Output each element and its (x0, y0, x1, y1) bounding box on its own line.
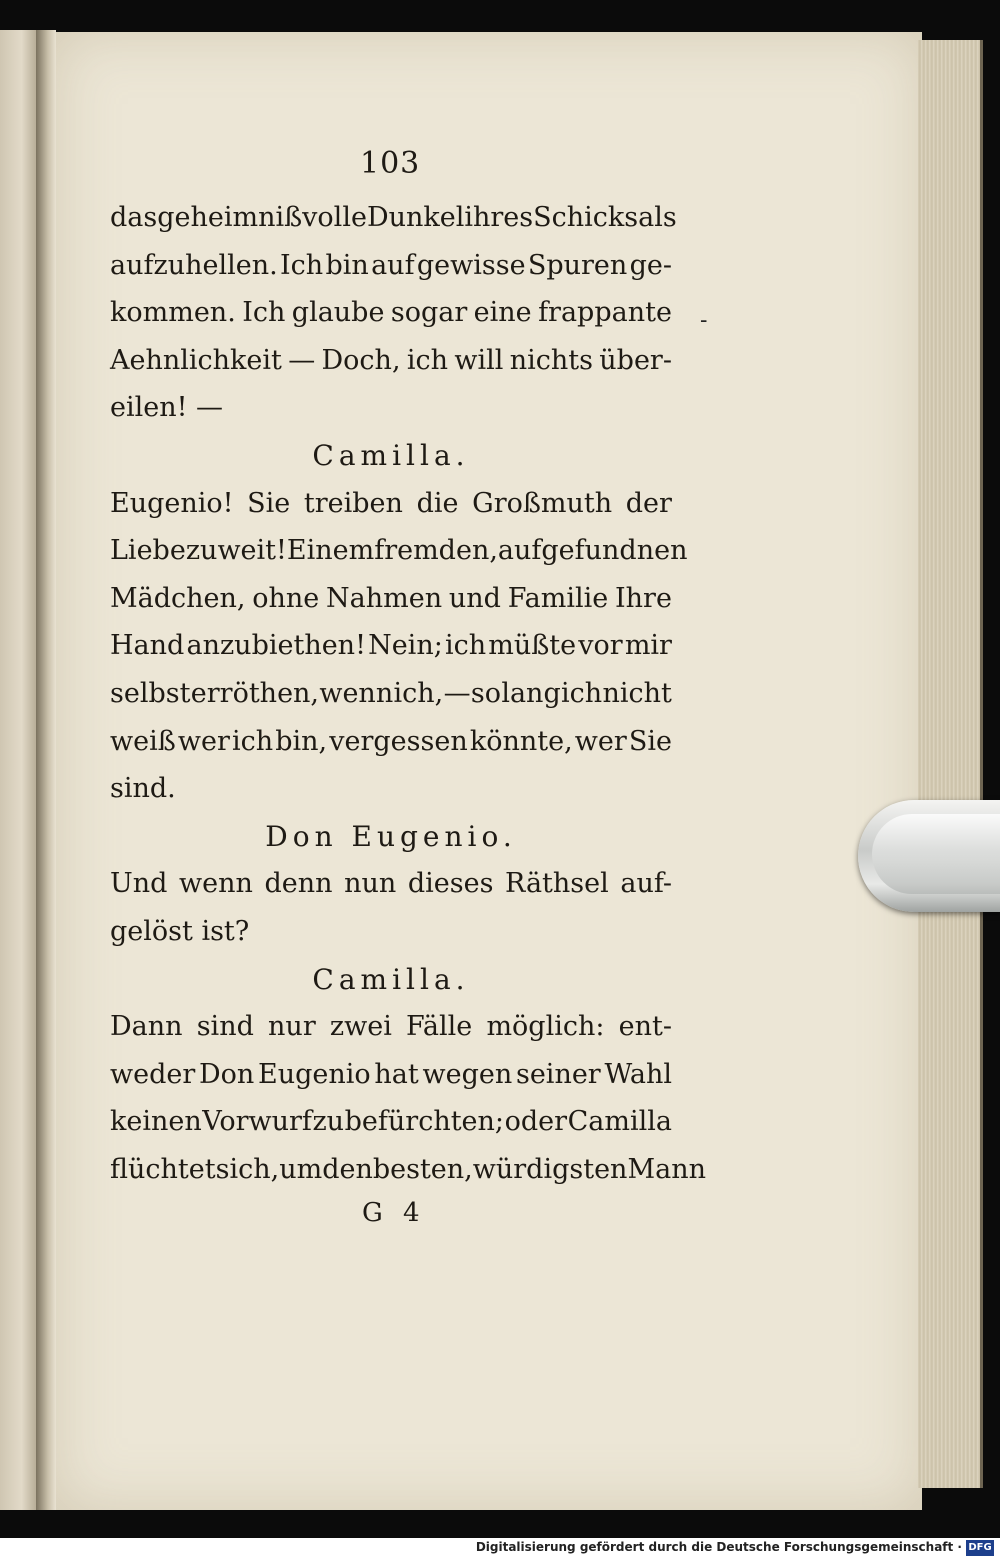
word: Dann (110, 1011, 183, 1043)
text-line (110, 1053, 672, 1097)
word: befürchten; (344, 1106, 505, 1138)
word: nicht (602, 678, 672, 709)
text-line (110, 577, 672, 621)
word: sogar (390, 297, 468, 329)
word: lang (501, 678, 561, 709)
word: Sie (247, 487, 291, 519)
word: Don (199, 1058, 255, 1090)
word: Großmuth (472, 487, 613, 519)
speaker-heading: Don Eugenio. (265, 819, 517, 853)
word: und (448, 582, 501, 614)
word: hat (374, 1058, 419, 1090)
word: Eugenio! (110, 487, 234, 519)
word: ihres (464, 202, 534, 233)
word: Familie (507, 582, 609, 614)
word: könnte, (469, 725, 573, 757)
word: zwei (329, 1011, 392, 1043)
text-line (110, 529, 688, 573)
word: Hand (110, 630, 185, 662)
word: weder (110, 1058, 196, 1090)
word: vor (578, 630, 623, 662)
word: Aehnlichkeit (110, 344, 282, 376)
word: flüchtet (110, 1154, 216, 1185)
word: möglich: (486, 1011, 605, 1043)
word: würdigsten (472, 1154, 628, 1185)
word: Ich (279, 249, 324, 281)
word: anzubiethen! (186, 630, 366, 662)
word: besten, (372, 1154, 473, 1185)
text-line (110, 244, 672, 288)
page-number: 103 (360, 146, 421, 181)
word: ent- (618, 1011, 672, 1043)
word: den (322, 1154, 373, 1185)
word: Schicksals (533, 202, 677, 233)
word: der (625, 487, 672, 519)
speaker-heading: Camilla. (312, 439, 470, 472)
word: aufzuhellen. (110, 249, 278, 281)
word: Fälle (406, 1011, 473, 1043)
word: — (288, 344, 316, 376)
word: nur (268, 1011, 316, 1043)
word: wegen (422, 1058, 513, 1090)
word: denn (264, 868, 333, 900)
word: weit! (217, 535, 287, 567)
margin-mark: - (700, 308, 708, 333)
word: keinen (110, 1106, 202, 1138)
word: eine (473, 297, 532, 329)
word: zu (312, 1106, 345, 1138)
word: will (454, 344, 504, 376)
text-line: sind. (110, 773, 176, 805)
word: aufgefundnen (497, 535, 688, 567)
word: Ich (242, 297, 286, 329)
text-line (110, 291, 672, 335)
book-gutter (36, 30, 56, 1510)
left-page-edge (0, 30, 36, 1510)
word: auf (371, 249, 415, 281)
word: ich (231, 725, 274, 757)
word: gewisse (416, 249, 526, 281)
speaker-heading: Camilla. (312, 962, 470, 996)
word: Nahmen (326, 582, 443, 614)
word: dieses (407, 868, 494, 900)
text-line (110, 862, 672, 906)
word: Mann (627, 1154, 706, 1185)
word: Wahl (604, 1058, 672, 1090)
page-clip-highlight (872, 814, 1000, 894)
signature-mark: G 4 (362, 1198, 426, 1228)
word: bin, (275, 725, 328, 757)
word: wer (574, 725, 627, 757)
word: selbst (110, 678, 191, 709)
word: geheimnißvolle (157, 202, 367, 233)
word: Einem (286, 535, 375, 567)
word: Und (110, 868, 168, 900)
word: ich (444, 630, 487, 662)
word: Nein; (368, 630, 443, 662)
word: — (443, 678, 471, 709)
word: das (110, 202, 158, 233)
text-line (110, 672, 672, 716)
word: wenn (179, 868, 253, 900)
word: sind (196, 1011, 254, 1043)
word: Doch, (321, 344, 401, 376)
word: auf- (620, 868, 672, 900)
word: vergessen (329, 725, 468, 757)
word: Eugenio (258, 1058, 371, 1090)
word: Mädchen, (110, 582, 246, 614)
word: mir (624, 630, 672, 662)
word: ich, (393, 678, 444, 709)
text-line: gelöst ist? (110, 916, 250, 947)
text-line (110, 339, 672, 383)
word: zu (185, 535, 218, 567)
word: Vorwurf (202, 1106, 312, 1138)
word: um (279, 1154, 323, 1185)
word: ich (561, 678, 603, 709)
word: treiben (303, 487, 403, 519)
word: wenn (319, 678, 394, 709)
word: fremden, (374, 535, 498, 567)
word: Liebe (110, 535, 186, 567)
word: Dunkel (366, 202, 465, 233)
word: glaube (291, 297, 385, 329)
text-line (110, 1100, 672, 1144)
word: erröthen, (190, 678, 320, 709)
word: sich, (215, 1154, 280, 1185)
text-line (110, 1148, 706, 1192)
word: seiner (515, 1058, 601, 1090)
text-line (110, 624, 672, 668)
word: oder (504, 1106, 568, 1138)
word: über- (599, 344, 672, 376)
page-clip (858, 800, 1000, 912)
text-line: eilen! — (110, 392, 224, 424)
word: Ihre (615, 582, 672, 614)
word: müßte (488, 630, 577, 662)
word: bin (325, 249, 369, 281)
text-line (110, 482, 672, 526)
word: weiß (110, 725, 176, 757)
word: Sie (628, 725, 672, 757)
word: Camilla (567, 1106, 672, 1138)
word: nichts (509, 344, 593, 376)
footer-credit: Digitalisierung gefördert durch die Deutsche Forschungsgemeinschaft · (475, 1540, 962, 1554)
word: ich (406, 344, 449, 376)
word: nun (344, 868, 397, 900)
text-line (110, 720, 672, 764)
word: die (416, 487, 459, 519)
text-line (110, 196, 677, 240)
dfg-logo: DFG (966, 1540, 994, 1556)
word: wer (177, 725, 230, 757)
text-line (110, 1005, 672, 1049)
word: ohne (252, 582, 320, 614)
word: kommen. (110, 297, 236, 329)
page-edges (918, 40, 983, 1488)
word: so (470, 678, 502, 709)
word: Spuren (527, 249, 628, 281)
word: ge- (629, 249, 672, 281)
word: Räthsel (505, 868, 609, 900)
word: frappante (538, 297, 672, 329)
